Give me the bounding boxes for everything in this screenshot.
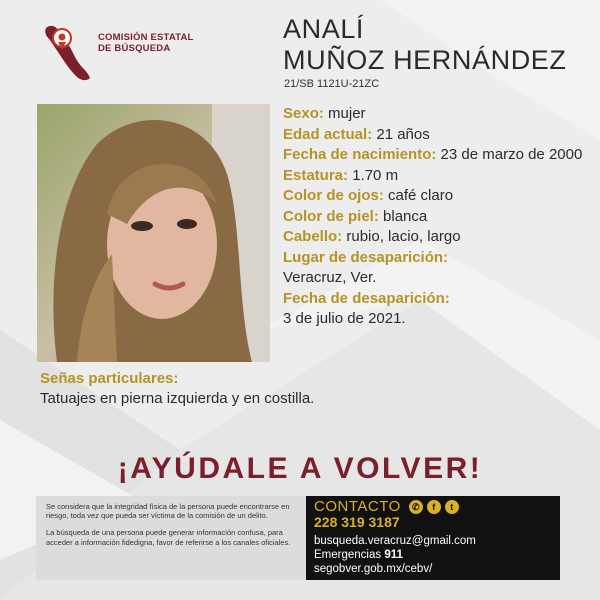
- field-color-ojos: Color de ojos: café claro: [283, 187, 454, 204]
- org-name-line2: DE BÚSQUEDA: [98, 43, 171, 54]
- senas-particulares: [40, 369, 314, 409]
- person-name: [283, 14, 567, 76]
- senas-value: Tatuajes en pierna izquierda y en costilla.: [40, 390, 315, 407]
- call-to-action: ¡AYÚDALE A VOLVER!: [117, 452, 483, 485]
- person-first-name: ANALÍ: [283, 14, 365, 44]
- field-cabello: Cabello: rubio, lacio, largo: [283, 228, 461, 245]
- case-code: 21/SB 1121U-21ZC: [284, 78, 380, 90]
- field-estatura: Estatura: 1.70 m: [283, 166, 399, 184]
- disclaimer: [36, 496, 306, 580]
- person-last-name: MUÑOZ HERNÁNDEZ: [283, 45, 567, 75]
- contact-phone[interactable]: 228 319 3187: [314, 514, 400, 530]
- twitter-icon[interactable]: t: [445, 500, 459, 514]
- disclaimer-paragraph-2: La búsqueda de una persona puede generar información confusa, para acceder a información fidedigna, favor de referirse a los canales oficiales.: [46, 528, 291, 547]
- contact-header: [314, 500, 552, 514]
- contact-box: [306, 496, 560, 580]
- field-sexo: Sexo: mujer: [283, 105, 366, 122]
- disclaimer-paragraph-1: Se considera que la integridad física de la persona puede encontrarse en riesgo, toda vez que pueda ser víctima de la comisión de un delito.: [46, 502, 290, 521]
- contact-emergency: Emergencias 911: [314, 549, 403, 561]
- contact-title: CONTACTO: [314, 498, 401, 515]
- facebook-icon[interactable]: f: [427, 500, 441, 514]
- field-edad: Edad actual: 21 años: [283, 125, 430, 143]
- org-logo: [40, 22, 210, 84]
- person-photo: [37, 104, 270, 362]
- field-color-piel: Color de piel: blanca: [283, 207, 428, 225]
- senas-label: Señas particulares:: [40, 370, 179, 387]
- field-lugar-desaparicion: Lugar de desaparición: Veracruz, Ver.: [283, 248, 449, 286]
- whatsapp-icon[interactable]: ✆: [409, 500, 423, 514]
- field-fecha-desaparicion: Fecha de desaparición: 3 de julio de 2021.: [283, 289, 450, 327]
- contact-email[interactable]: busqueda.veracruz@gmail.com: [314, 535, 476, 547]
- contact-website[interactable]: segobver.gob.mx/cebv/: [314, 563, 433, 575]
- field-fecha-nacimiento: Fecha de nacimiento: 23 de marzo de 2000: [283, 146, 583, 163]
- veracruz-map-icon: [40, 22, 92, 84]
- org-name-line1: COMISIÓN ESTATAL: [98, 32, 194, 43]
- person-details: [283, 104, 583, 330]
